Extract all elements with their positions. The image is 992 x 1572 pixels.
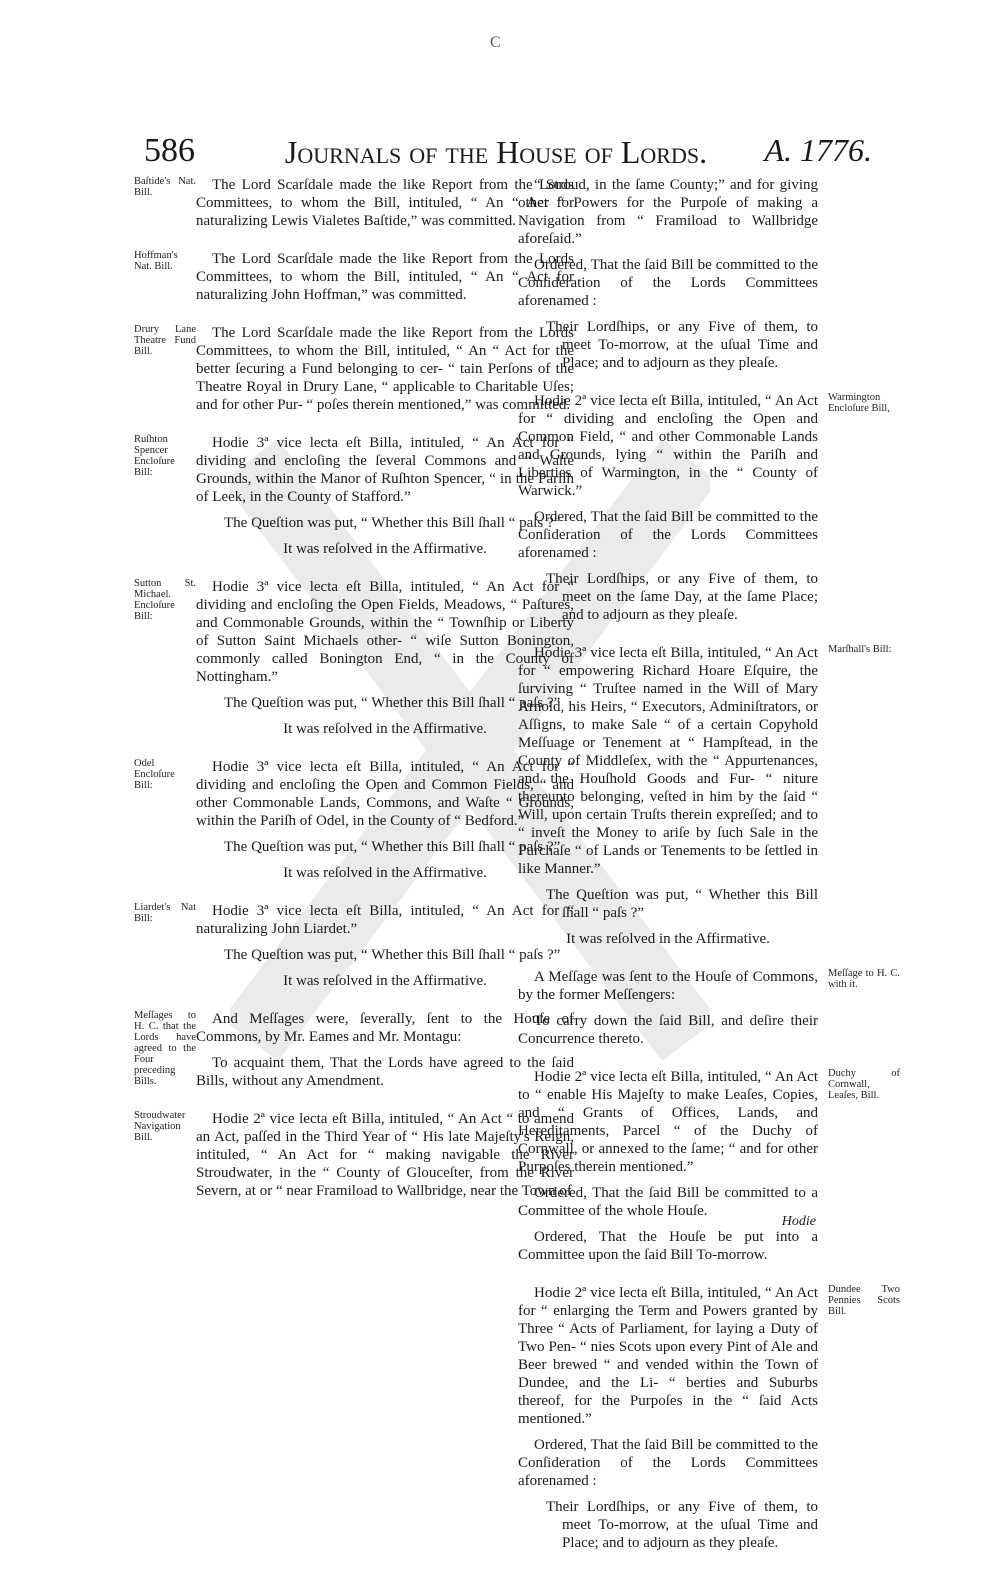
catchword: Hodie: [781, 1214, 816, 1229]
margin-note: Meſſage to H. C. with it.: [828, 968, 900, 990]
margin-note: Stroudwater Navigation Bill.: [134, 1110, 186, 1143]
entry-paragraph: Hodie 2ª vice lecta eſt Billa, intituled, “ An Act “ to amend an Act, paſſed in the Third Year of “ His late Majeſty's Reign, intituled, “ An Act for “ making navigable the River Stroudwater, in the “ County of Glouceſter, from the River Severn, at or “ near Framiload to Wallbridge, near the Town of: [196, 1111, 574, 1199]
page-header: [0, 128, 992, 178]
margin-note: Sutton St. Michael. Encloſure Bill:: [134, 578, 196, 622]
entry-paragraph: Ordered, That the ſaid Bill be committed to the Conſideration of the Lords Committees aforenamed :: [518, 257, 818, 309]
entry-paragraph: Hodie 3ª vice lecta eſt Billa, intituled, “ An Act for “ dividing and encloſing the ſeveral Commons and “ Waſte Grounds, within the Manor of Ruſhton Spencer, “ in the Pariſh of Leek, in the County of Stafford.”: [196, 435, 574, 505]
entry-question: The Queſtion was put, “ Whether this Bill ſhall “ paſs ?”: [224, 839, 561, 855]
entry-paragraph: And Meſſages were, ſeverally, ſent to the Houſe of Commons, by Mr. Eames and Mr. Montagu:: [196, 1011, 574, 1045]
journal-entry: [518, 644, 892, 948]
entry-paragraph: Hodie 2ª vice lecta eſt Billa, intituled, “ An Act to “ enable His Majeſty to make Leaſes, Copies, and “ Grants of Offices, Lands, and Hereditaments, Parcel “ of the Duchy of Cornwall, or annexed to the ſame; “ and for other Purpoſes therein mentioned.”: [518, 1069, 818, 1175]
journal-entry: [518, 968, 900, 1048]
entry-paragraph: “ Stroud, in the ſame County;” and for giving other “ Powers for the Purpoſe of making a Navigation from “ Framiload to Wallbridge aforeſaid.”: [518, 177, 818, 247]
top-mark: C: [490, 34, 501, 51]
entry-result: It was reſolved in the Affirmative.: [283, 973, 487, 989]
right-column: [518, 176, 900, 1572]
page-number: 586: [144, 132, 195, 169]
entry-paragraph: Hodie 3ª vice lecta eſt Billa, intituled, “ An Act for “ dividing and encloſing the Open Fields, Meadows, “ Paſtures, and Commonable Grounds, within the “ Townſhip or Liberty of Sutton Saint Michaels other- “ wiſe Sutton Bonington, commonly called Bonington End, “ in the County of Nottingham.”: [196, 579, 574, 685]
margin-note: Marſhall's Bill:: [828, 644, 892, 655]
entry-question: The Queſtion was put, “ Whether this Bill ſhall “ paſs ?”: [224, 515, 561, 531]
margin-note: Hoffman's Nat. Bill.: [134, 250, 178, 272]
journal-entry: [518, 1284, 900, 1552]
margin-note: Drury Lane Theatre Fund Bill.: [134, 324, 196, 357]
entry-paragraph: Hodie 3ª vice lecta eſt Billa, intituled, “ An Act for “ dividing and encloſing the Open and Common Fields, “ and other Commonable Lands, Commons, and Waſte “ Grounds, within the Pariſh of Odel, in the County of “ Bedford.”: [196, 759, 574, 829]
entry-question: Their Lordſhips, or any Five of them, to meet To-morrow, at the uſual Time and Place; and to adjourn as they pleaſe.: [546, 319, 818, 371]
entry-result: It was reſolved in the Affirmative.: [283, 541, 487, 557]
margin-note: Liardet's Nat Bill:: [134, 902, 196, 924]
entry-paragraph: Ordered, That the Houſe be put into a Committee upon the ſaid Bill To-morrow.: [518, 1229, 818, 1263]
margin-note: Ruſhton Spencer Encloſure Bill:: [134, 434, 175, 478]
journal-entry: [518, 392, 890, 624]
entry-paragraph: To acquaint them, That the Lords have agreed to the ſaid Bills, without any Amendment.: [196, 1055, 574, 1089]
entry-paragraph: The Lord Scarſdale made the like Report from the Lords Committees, to whom the Bill, intituled, “ An “ Act for naturalizing John Hoffman,” was committed.: [196, 251, 574, 303]
entry-paragraph: Ordered, That the ſaid Bill be committed to the Conſideration of the Lords Committees aforenamed :: [518, 509, 818, 561]
entry-question: Their Lordſhips, or any Five of them, to meet To-morrow, at the uſual Time and Place; and to adjourn as they pleaſe.: [546, 1499, 818, 1551]
entry-question: Their Lordſhips, or any Five of them, to meet on the ſame Day, at the ſame Place; and to adjourn as they pleaſe.: [546, 571, 818, 623]
margin-note: Duchy of Cornwall, Leaſes, Bill.: [828, 1068, 900, 1101]
entry-result: It was reſolved in the Affirmative.: [283, 721, 487, 737]
entry-paragraph: Hodie 2ª vice lecta eſt Billa, intituled, “ An Act for “ enlarging the Term and Powers granted by Three “ Acts of Parliament, for laying a Duty of Two Pen- “ nies Scots upon every Pint of Ale and Beer brewed “ and vended within the Town of Dundee, and the Li- “ berties and Suburbs thereof, for the Purpoſes in the “ ſaid Acts mentioned.”: [518, 1285, 818, 1427]
entry-paragraph: To carry down the ſaid Bill, and deſire their Concurrence thereto.: [518, 1013, 818, 1047]
margin-note: Meſſages to H. C. that the Lords have agreed to the Four preceding Bills.: [134, 1010, 196, 1087]
margin-note: Warmington Encloſure Bill,: [828, 392, 890, 414]
page-year: A. 1776.: [764, 132, 872, 168]
margin-note: Baſtide's Nat. Bill.: [134, 176, 196, 198]
entry-paragraph: The Lord Scarſdale made the like Report from the Lords Committees, to whom the Bill, intituled, “ An “ Act for the better ſecuring a Fund belonging to cer- “ tain Perſons of the Theatre Royal in Drury Lane, “ applicable to Charitable Uſes; and for other Pur- “ poſes therein mentioned,” was committed.: [196, 325, 574, 413]
entry-paragraph: Ordered, That the ſaid Bill be committed to the Conſideration of the Lords Committees aforenamed :: [518, 1437, 818, 1489]
entry-paragraph: Ordered, That the ſaid Bill be committed to a Committee of the whole Houſe.: [518, 1185, 818, 1219]
entry-question: The Queſtion was put, “ Whether this Bill ſhall “ paſs ?”: [224, 947, 561, 963]
entry-paragraph: Hodie 2ª vice lecta eſt Billa, intituled, “ An Act for “ dividing and encloſing the Open and Common Field, “ and other Commonable Lands and Grounds, lying “ within the Pariſh and Liberties of Warmington, in the “ County of Warwick.”: [518, 393, 818, 499]
entry-question: The Queſtion was put, “ Whether this Bill ſhall “ paſs ?”: [224, 695, 561, 711]
journal-entry: [518, 1068, 900, 1264]
margin-note: Dundee Two Pennies Scots Bill.: [828, 1284, 900, 1317]
journal-entry: [518, 176, 818, 372]
entry-question: The Queſtion was put, “ Whether this Bill ſhall “ paſs ?”: [546, 887, 818, 921]
margin-note: Odel Encloſure Bill:: [134, 758, 175, 791]
entry-paragraph: The Lord Scarſdale made the like Report from the Lords Committees, to whom the Bill, intituled, “ An “ Act for naturalizing Lewis Vialetes Baſtide,” was committed.: [196, 177, 574, 229]
page-title: Journals of the House of Lords.: [284, 134, 708, 170]
entry-paragraph: A Meſſage was ſent to the Houſe of Commons, by the former Meſſengers:: [518, 969, 818, 1003]
entry-paragraph: Hodie 3ª vice lecta eſt Billa, intituled, “ An Act for “ empowering Richard Hoare Eſquire, the ſurviving “ Truſtee named in the Will of Mary Arnold, his Heirs, “ Executors, Adminiſtrators, or Aſſigns, to make Sale “ of a certain Copyhold Meſſuage or Tenement at “ Hampſtead, in the County of Middleſex, with the “ Appurtenances, and the Houſhold Goods and Fur- “ niture thereunto belonging, veſted in him by the ſaid “ Will, upon certain Truſts therein expreſſed; and to “ inveſt the Money to ariſe by ſuch Sale in the Purchaſe “ of Lands or Tenements to be ſettled in like Manner.”: [518, 645, 818, 877]
entry-paragraph: Hodie 3ª vice lecta eſt Billa, intituled, “ An Act for “ naturalizing John Liardet.”: [196, 903, 574, 937]
entry-result: It was reſolved in the Affirmative.: [283, 865, 487, 881]
entry-result: It was reſolved in the Affirmative.: [566, 931, 770, 947]
